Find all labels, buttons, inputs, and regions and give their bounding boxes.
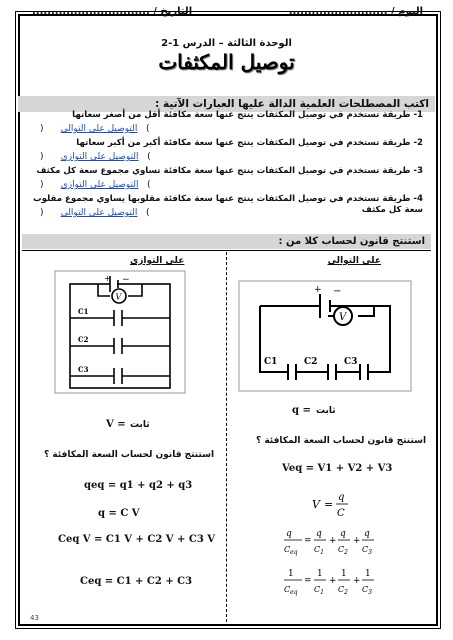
question-3: 3- طريقة تستخدم في توصيل المكثفات ينتج عنها سعة مكافئة تساوي مجموع سعة كل مكثف bbox=[36, 166, 423, 176]
parallel-eq-1: qeq = q1 + q2 + q3 bbox=[84, 480, 193, 491]
svg-text:+: + bbox=[329, 576, 337, 586]
answer-4: ) التوصيل على التوالي ( bbox=[40, 208, 150, 218]
svg-text:C3: $C_3$ bbox=[362, 545, 372, 556]
svg-text:q: q bbox=[286, 529, 292, 539]
svg-text:C1: $C_1$ bbox=[314, 585, 324, 596]
question-1: 1- طريقة تستخدم في توصيل المكثفات ينتج عنها سعة مكافئة أقل من أصغر سعاتها bbox=[72, 110, 423, 120]
date-field: التاريخ / ............................... bbox=[32, 6, 193, 17]
parallel-derive-label: استنتج قانون لحساب السعة المكافئة ؟ bbox=[44, 450, 215, 460]
parallel-cap-3: C3 bbox=[78, 365, 89, 374]
series-cap-1: C1 bbox=[264, 357, 278, 367]
series-eq-2 bbox=[310, 488, 360, 522]
svg-text:C2: $C_2$ bbox=[338, 545, 348, 556]
page-number: 43 bbox=[30, 614, 39, 622]
svg-text:Ceq: $C_{eq}$ bbox=[284, 585, 298, 596]
svg-text:1: 1 bbox=[341, 569, 347, 579]
section1-heading: اكتب المصطلحات العلمية الدالة عليها العبارات الآتية : bbox=[18, 96, 435, 112]
svg-text:V: V bbox=[339, 312, 347, 323]
svg-text:q: q bbox=[364, 529, 370, 539]
parallel-cap-1: C1 bbox=[78, 307, 89, 316]
series-eq-3 bbox=[282, 524, 382, 558]
svg-text:q: q bbox=[338, 492, 345, 503]
svg-text:C: C bbox=[337, 508, 345, 519]
day-field: اليوم / .......................... bbox=[288, 6, 423, 17]
svg-text:V: V bbox=[312, 498, 320, 511]
svg-text:−: − bbox=[122, 275, 130, 285]
parallel-constant-var: V = bbox=[106, 419, 126, 430]
svg-text:+: + bbox=[314, 285, 322, 295]
series-title: علي التوالي bbox=[327, 256, 381, 266]
svg-text:1: 1 bbox=[288, 569, 294, 579]
parallel-eq-4: Ceq = C1 + C2 + C3 bbox=[80, 576, 193, 587]
section2-heading: استنتج قانون لحساب كلا من : bbox=[22, 234, 431, 249]
parallel-eq-2: q = C V bbox=[98, 508, 140, 519]
svg-text:=: = bbox=[304, 576, 312, 586]
parallel-constant-label: ثابت bbox=[130, 420, 150, 430]
series-eq-1: Veq = V1 + V2 + V3 bbox=[282, 463, 393, 474]
parallel-cap-2: C2 bbox=[78, 335, 89, 344]
column-divider bbox=[226, 252, 227, 622]
answer-4-link[interactable]: التوصيل على التوالي bbox=[60, 208, 138, 218]
page-title: توصيل المكثفات bbox=[158, 50, 295, 74]
answer-2-link[interactable]: التوصيل على التوازي bbox=[60, 152, 139, 162]
unit-line: الوحدة الثالثة – الدرس 1-2 bbox=[161, 38, 292, 49]
svg-text:=: = bbox=[304, 536, 312, 546]
answer-3: ) التوصيل على التوازي ( bbox=[40, 180, 151, 190]
svg-text:Ceq: $C_{eq}$ bbox=[284, 545, 298, 556]
svg-text:+: + bbox=[104, 274, 111, 283]
answer-2: ) التوصيل على التوازي ( bbox=[40, 152, 151, 162]
svg-text:1: 1 bbox=[365, 569, 371, 579]
columns-top-rule bbox=[22, 250, 431, 251]
answer-1-link[interactable]: التوصيل على التوالي bbox=[60, 124, 138, 134]
svg-text:q: q bbox=[316, 529, 322, 539]
svg-text:V: V bbox=[115, 292, 122, 302]
parallel-title: علي التوازي bbox=[130, 256, 185, 266]
svg-text:C1: $C_1$ bbox=[314, 545, 324, 556]
svg-text:+: + bbox=[353, 536, 361, 546]
answer-3-link[interactable]: التوصيل على التوازي bbox=[60, 180, 139, 190]
series-cap-3: C3 bbox=[344, 357, 358, 367]
series-constant-label: ثابت bbox=[316, 406, 336, 416]
series-cap-2: C2 bbox=[304, 357, 318, 367]
svg-text:C3: $C_3$ bbox=[362, 585, 372, 596]
series-derive-label: استنتج قانون لحساب السعة المكافئة ؟ bbox=[256, 436, 427, 446]
svg-text:=: = bbox=[324, 498, 334, 511]
svg-text:−: − bbox=[333, 286, 342, 297]
svg-text:q: q bbox=[340, 529, 346, 539]
answer-1: ) التوصيل على التوالي ( bbox=[40, 124, 150, 134]
series-eq-4 bbox=[282, 564, 382, 598]
question-4: 4- طريقة تستخدم في توصيل المكثفات ينتج عنها سعة مكافئة مقلوبها يساوي مجموع مقلوب سعة كل مكثف bbox=[33, 194, 423, 215]
svg-text:+: + bbox=[353, 576, 361, 586]
svg-text:+: + bbox=[329, 536, 337, 546]
series-constant-var: q = bbox=[292, 405, 311, 416]
svg-text:1: 1 bbox=[317, 569, 323, 579]
question-2: 2- طريقة تستخدم في توصيل المكثفات ينتج عنها سعة مكافئة أكبر من أكبر سعاتها bbox=[76, 138, 423, 148]
series-circuit-diagram bbox=[238, 280, 412, 392]
svg-text:C2: $C_2$ bbox=[338, 585, 348, 596]
parallel-circuit-diagram bbox=[54, 270, 186, 394]
parallel-eq-3: Ceq V = C1 V + C2 V + C3 V bbox=[58, 534, 216, 545]
